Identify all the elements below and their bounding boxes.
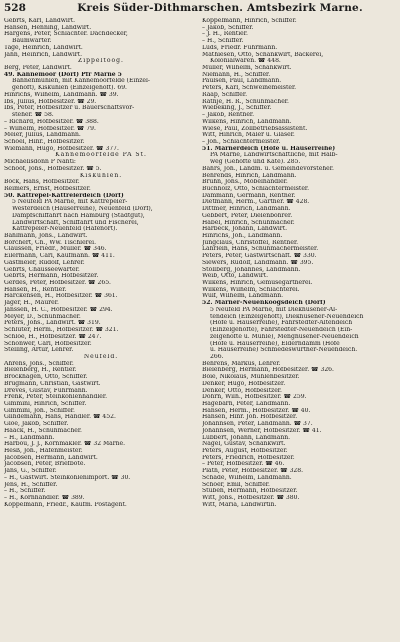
section-heading: 50. Kattrepel-Kattrelerdeich (Dorf): [4, 192, 124, 199]
entry-line: Peters, Peter, Gastwirtschaft. ☎ 330.: [202, 253, 317, 260]
entry-line: – Joh., Schlachtermeister.: [202, 138, 281, 145]
entry-line: Jacobsen, Hermann, Landwirt.: [4, 454, 98, 461]
entry-line: Jens, H., Schiffer.: [4, 481, 58, 488]
entry-line: Schloe, H., Hofbesitzer. ☎ 247.: [4, 333, 102, 340]
entry-line: Müller, Wilhelm, Schankwirt.: [202, 65, 292, 72]
entry-line: Behrens, Markus, Lehrer.: [202, 360, 281, 367]
entry-line: – H., Landmann.: [4, 434, 55, 441]
entry-line: Jahn, Heinrich, Landwirt.: [4, 51, 83, 58]
entry-line: Brockhagen, Otto, Schiffer.: [4, 374, 88, 381]
entry-continuation: Kattrepeler-Neuenfeld (Hafenort).: [12, 226, 118, 233]
entry-line: Eilermann, Carl, Kaufmann. ☎ 411.: [4, 253, 115, 260]
entry-line: Niemann, H., Schiffer.: [202, 71, 271, 78]
entry-line: Hansen, Hinr. Joh. Hofbesitzer.: [202, 414, 298, 421]
entry-line: Dietmann, Herm., Gärtner. ☎ 428.: [202, 199, 310, 206]
entry-continuation: Baumwärter.: [12, 38, 52, 45]
entry-line: Borchert, Ch., Ww. Tischlerei.: [4, 239, 96, 246]
entry-continuation: steher. ☎ 58.: [12, 112, 54, 119]
entry-line: Stüben, Hermann, Hofbesitzer.: [202, 488, 298, 495]
entry-line: Gebbert, Peter, Dielenbohrer.: [202, 212, 293, 219]
entry-line: Glindemann, Hans, Händler. ☎ 452.: [4, 414, 116, 421]
entry-line: Gimmini, Joh., Schiffer.: [4, 407, 75, 414]
entry-line: Stollberg, Johannes, Landmann.: [202, 266, 301, 273]
entry-line: Jacobsen, Peter, Briefbote.: [4, 461, 86, 468]
entry-continuation: Kolonialwaren. ☎ 448.: [210, 58, 281, 65]
entry-line: Lahrlein, Hans, Schuhmachermeister.: [202, 246, 319, 253]
entry-line: Behrends, Hinrich, Landmann.: [202, 172, 297, 179]
entry-line: – Richard, Hofbesitzer. ☎ 388.: [4, 118, 99, 125]
entry-line: Buchholz, Otto, Schlachtermeister.: [202, 185, 310, 192]
entry-line: Hansen, H., Rentier.: [4, 286, 67, 293]
entry-line: – J. H., Rentier.: [202, 31, 248, 38]
entry-line: Witt, Johs., Hofbesitzer. ☎ 380.: [202, 495, 300, 502]
locality-heading: Kannemoorfelde PA St.: [55, 152, 147, 159]
entry-continuation: weg (Gehöfte und Kate). 285.: [210, 159, 301, 166]
entry-line: – Jakob, Rentner.: [202, 112, 255, 119]
entry-line: Dammann, Germann, Rentner.: [202, 192, 296, 199]
page-number: 528: [4, 2, 26, 14]
entry-line: Bielenberg, H., Rentier.: [4, 367, 77, 374]
entry-line: – H., Gastwirt. Steinkohlenimport. ☎ 30.: [4, 474, 131, 481]
entry-continuation: tendeich (Einzelgehöft), Diekhusener-Neuendeich: [210, 313, 364, 320]
entry-line: Jungclaus, Christoffel, Rentner.: [202, 239, 299, 246]
entry-line: Hargens, Peter, Schlachter. Dachdecker,: [4, 31, 128, 38]
entry-line: Paulsen, Paul, Landmann.: [202, 78, 282, 85]
entry-line: Hinrichs, Wilhelm, Landmann. ☎ 39.: [4, 91, 119, 98]
entry-line: Nagel, Gustav, Schankwirt.: [202, 441, 286, 448]
section-heading: 49. Kannemoor (Dorf) Pfr Marne 5: [4, 71, 122, 78]
entry-line: Dohrn, Wilh., Hofbesitzer. ☎ 259.: [202, 394, 307, 401]
entry-continuation: (Einzelgehöfte), Fahrstedter-Neuendeich (Ein-: [210, 327, 353, 334]
entry-line: Boie, Nikolaus, Mühlenbesitzer.: [202, 374, 300, 381]
entry-line: Janssen, H. C., Hofbesitzer. ☎ 294.: [4, 306, 113, 313]
entry-line: – H., Kornhändler. ☎ 389.: [4, 495, 85, 502]
entry-line: Claussen, Friedr., Müller. ☎ 346.: [4, 246, 107, 253]
page-header: [4, 2, 396, 16]
entry-line: Bahlmann, Johs., Landwirt.: [4, 233, 88, 239]
entry-line: Jans, G., Schiffer.: [4, 468, 57, 475]
entry-line: Schoel, Hinr., Hofbesitzer.: [4, 138, 85, 145]
entry-line: Johannsen, Werner, Hofbesitzer. ☎ 41.: [202, 427, 322, 434]
entry-line: Tage, Heinrich, Landwirt.: [4, 44, 83, 51]
entry-line: Harbou, J. J., Kornmakler. ☎ 32 Marne.: [4, 441, 126, 448]
entry-continuation: 5 Neufeld PA Marne, mit Kattrepeler-: [12, 199, 128, 206]
entry-line: Siewers, Rudolf, Landmann. ☎ 395.: [202, 259, 314, 266]
entry-line: Hansen, Henning, Landwirt.: [4, 24, 92, 31]
entry-line: Habel, Hinrich, Schuhmacher.: [202, 219, 295, 226]
entry-line: Berg, Peter, Landwirt.: [4, 65, 72, 72]
entry-line: Hagebarn, Peter, Landmann.: [202, 400, 291, 407]
entry-line: – Jakob, Schiffer.: [202, 24, 254, 31]
entry-line: Schade, Wilhelm, Landmann.: [202, 474, 292, 481]
page-title: Kreis Süder-Dithmarschen. Amtsbezirk Marne.: [77, 2, 363, 14]
entry-line: Schlüter, Herm., Hofbesitzer. ☎ 321.: [4, 327, 119, 334]
entry-line: Witt, Maria, Landwirtin.: [202, 501, 277, 508]
entry-line: Bruhn, Johs., Möbelhändler.: [202, 179, 288, 186]
entry-line: Wilkens, Hinrich, Gemüsegärtnerei.: [202, 280, 313, 287]
entry-line: Gebrts, Karl, Landwirt.: [4, 18, 76, 24]
entry-line: Bielenberg, Hermann, Hofbesitzer. ☎ 326.: [202, 367, 334, 374]
entry-line: Meyer, D., Schuhmacher.: [4, 313, 81, 320]
locality-heading: Kiskuhlen.: [79, 172, 123, 179]
entry-line: Gebrts, Chausseewärter.: [4, 266, 80, 273]
right-column: [202, 18, 396, 640]
entry-line: Bährs, Joh., Landm. u. Gemeindevorsteher.: [202, 165, 334, 172]
entry-continuation: Landwirtschaft, Schiffahrt und Fischerei,: [12, 219, 139, 226]
entry-line: Brügmann, Christian, Gastwirt.: [4, 380, 101, 387]
entry-line: Lübbert, Johann, Landmann.: [202, 434, 291, 441]
entry-line: Wiese, Paul, Zollbetriebsassistent.: [202, 125, 308, 132]
locality-heading: Zippeltoog.: [78, 58, 124, 65]
entry-line: Gebrts, Hermann, Hofbesitzer.: [4, 273, 99, 280]
entry-line: Koppelmann, Friedr., Kaufm. Postagent.: [4, 501, 127, 508]
entry-line: Johannsen, Peter, Landmann. ☎ 37.: [202, 421, 313, 428]
entry-line: Schönwer, Carl, Hofbesitzer.: [4, 340, 92, 347]
entry-line: Reimers, Ernst, Hofbesitzer.: [4, 185, 91, 192]
entry-line: Harckensen, H., Hofbesitzer. ☎ 361.: [4, 293, 118, 300]
entry-line: Wilkens, Hinrich, Landmann.: [202, 118, 292, 125]
left-column: [4, 18, 198, 640]
entry-line: – H., Schiffer.: [4, 488, 46, 495]
section-heading: 52. Marner-Neuenkoogsdeich (Dorf): [202, 300, 326, 307]
entry-line: Hansen, Herm., Hofbesitzer. ☎ 40.: [202, 407, 311, 414]
entry-line: Meier, Julius, Landmann.: [4, 132, 81, 139]
entry-line: Dreves, Gustav, Fuhrmann.: [4, 387, 88, 394]
entry-continuation: (Höfe u. Häuserreihe), Fahrstedter-Altendeich: [210, 320, 353, 327]
entry-line: Gastmeier, Rudolf, Lehrer.: [4, 259, 85, 266]
entry-line: Ibs, Peter, Hofbesitzer u. Bauerschaftsvor-: [4, 105, 135, 112]
entry-continuation: Dampfschiffahrt nach Hamburg (Stadtgut),: [12, 212, 145, 219]
entry-line: Jäger, H., Maurer.: [4, 300, 59, 307]
section-heading: 51. Marnerdeich (Höfe u. Häuserreihe): [202, 145, 336, 152]
locality-heading: Neufeld.: [83, 353, 119, 360]
entry-line: Weib, Otto, Landwirt.: [202, 273, 268, 280]
entry-line: Hesß, Joh., Hafenmeister.: [4, 448, 83, 454]
entry-line: Luds, Friedr. Fuhrmann.: [202, 44, 278, 51]
entry-line: Glöe, Jakob, Schiffer.: [4, 421, 69, 428]
entry-continuation: u. Häuserreihe) Schmedeswurther-Neuendeich.: [210, 347, 358, 354]
entry-line: Raap, Schiffer.: [202, 91, 247, 98]
entry-line: – H., Schiffer.: [202, 38, 244, 45]
entry-line: Bock, Hans, Hofbesitzer.: [4, 179, 80, 186]
entry-line: Witt, Hinrich, Maler u. Glaser.: [202, 132, 295, 139]
entry-line: Gimmini, Hinrich, Schiffer.: [4, 400, 87, 407]
entry-line: Mathiesen, Otto, Schankwirt, Bäckerei,: [202, 51, 324, 58]
entry-line: Peters, August, Hofbesitzer.: [202, 448, 288, 454]
entry-line: Michaelisdonn P Nanti:: [4, 159, 76, 166]
entry-line: Plath, Peter, Hofbesitzer. ☎ 328.: [202, 468, 304, 475]
entry-continuation: Westerdeich (Häuserreihe), Neuenfeld (Dorf),: [12, 206, 153, 213]
entry-line: – Peter, Hofbesitzer. ☎ 46.: [202, 461, 285, 468]
entry-line: Haack, H., Schuhmacher.: [4, 427, 82, 434]
entry-line: Peters, Johs., Landwirt. ☎ 319.: [4, 320, 101, 327]
entry-line: Harbeck, Johann, Landwirt.: [202, 226, 288, 233]
entry-continuation: (Höfe u. Häuserreihe), Elderndamm (Höfe: [210, 340, 340, 347]
entry-line: Ibs, Julius, Hofbesitzer. ☎ 29.: [4, 98, 97, 105]
entry-line: Denker, Otto, Hofbesitzer.: [202, 387, 282, 394]
entry-continuation: zelgehöfte u. Mühle), Menghusener-Neuendeich: [210, 333, 359, 340]
entry-line: Wiebeking, J., Schiffer.: [202, 105, 272, 112]
entry-line: Rathje, H. R., Schuhmacher.: [202, 98, 289, 105]
entry-line: – Wilhelm, Hofbesitzer. ☎ 79.: [4, 125, 96, 132]
entry-line: Peters, Karl, Schweinemeister.: [202, 85, 297, 92]
entry-line: Hinrichs, Joh., Landmann.: [202, 233, 283, 239]
entry-line: Wiemann, Hugo, Hofbesitzer. ☎ 377.: [4, 145, 119, 152]
entry-line: Wulf, Wilhelm, Landmann.: [202, 293, 284, 300]
entry-continuation: 5 Neufeld PA Marne, mit Diekhusener-Al-: [210, 306, 338, 313]
entry-line: Ahrens, Johs., Schiffer.: [4, 360, 74, 367]
entry-line: Gerdes, Peter, Hofbesitzer. ☎ 265.: [4, 280, 111, 287]
entry-line: Frenk, Peter, Steinkohlenhändler.: [4, 394, 108, 401]
entry-continuation: Bahnenmühlen, mit Kannemoorfelde (Einzel-: [12, 78, 150, 85]
entry-line: Schoof, Johs., Hofbesitzer. ☎ 5.: [4, 165, 102, 172]
entry-line: Stelling, Artur, Lehrer.: [4, 347, 74, 354]
entry-line: Dittmer, Hinrich, Landmann.: [202, 206, 291, 213]
entry-line: Wilkens, Wilhelm, Schlachterei.: [202, 286, 300, 293]
entry-continuation: PA Marne, Landwirtschaftliche, mit Halb-: [210, 152, 338, 159]
entry-line: Peters, Friedrich, Hofbesitzer.: [202, 454, 295, 461]
entry-continuation: 266.: [210, 353, 224, 360]
entry-line: Denker, Hugo, Hofbesitzer.: [202, 380, 286, 387]
entry-line: Schoer, Emil, Schiffer.: [202, 481, 270, 488]
entry-line: Koppelmann, Hinrich, Schiffer.: [202, 18, 297, 24]
entry-continuation: gehöft), Kiskuhlen (Einzelgehöft). 69.: [12, 85, 127, 92]
